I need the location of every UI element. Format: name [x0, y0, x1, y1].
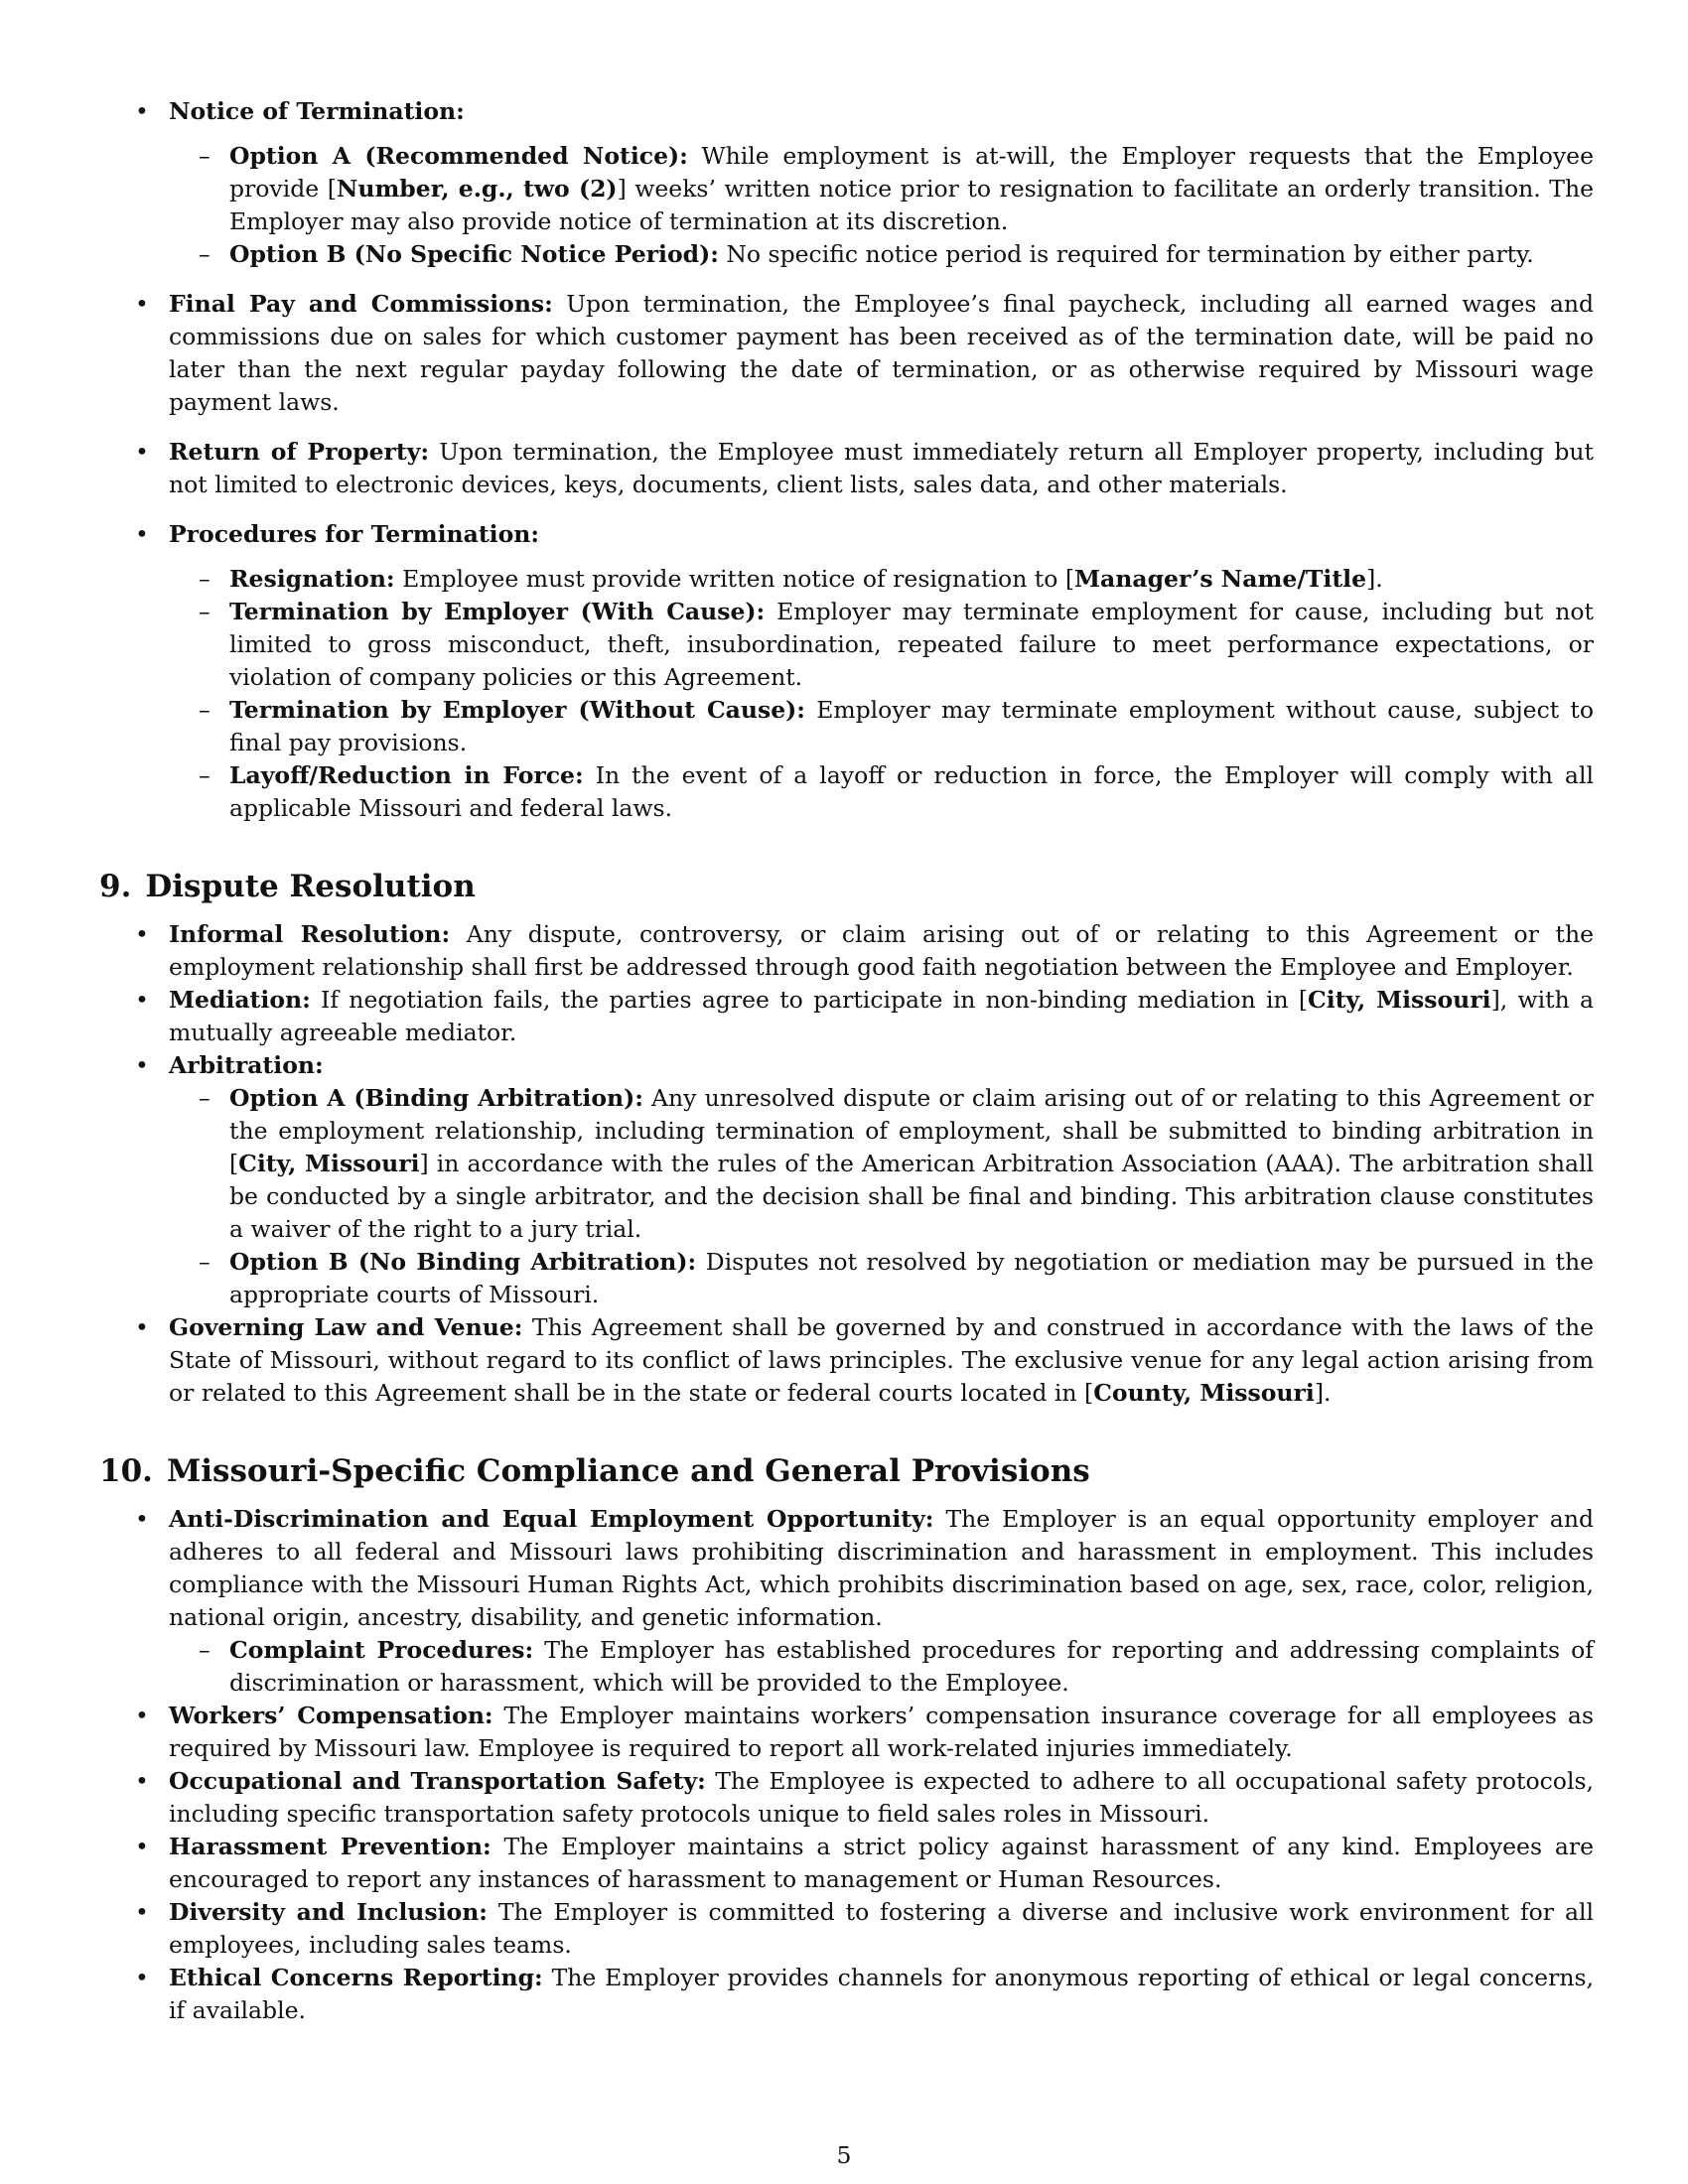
notice-of-termination-item [99, 95, 1594, 271]
complaint-procedures-item [169, 1634, 1594, 1700]
workers-comp-item [99, 1700, 1594, 1765]
governing-text-1: This Agreement shall be governed by and construed in accordance with the laws of the State of Missouri, without regard to its conflict of laws principles. The exclusive venue for any legal action arising from or related to this Agreement shall be in the state or federal courts located in [ [169, 1313, 1594, 1407]
ethical-label: Ethical Concerns Reporting: [169, 1964, 543, 1991]
workers-text: The Employer maintains workers’ compensation insurance coverage for all employees as required by Missouri law. Employee is required to report all work-related injuries immediately. [169, 1702, 1595, 1762]
notice-option-a [169, 140, 1594, 238]
diversity-label: Diversity and Inclusion: [169, 1898, 488, 1926]
mediation-text-2: ], with a mutually agreeable mediator. [169, 986, 1594, 1046]
informal-label: Informal Resolution: [169, 920, 451, 948]
antidisc-text: The Employer is an equal opportunity employer and adheres to all federal and Missouri laws prohibiting discrimination and harassment in employment. This includes compliance with the Missouri Human Rights Act, which prohibits discrimination based on age, sex, race, color, religion, national origin, ancestry, disability, and genetic information. [169, 1505, 1594, 1631]
option-a-text-1: While employment is at-will, the Employer requests that the Employee provide [ [229, 142, 1594, 203]
notice-options-list [169, 140, 1594, 271]
mediation-text-1: If negotiation fails, the parties agree to participate in non-binding mediation in [ [310, 986, 1309, 1014]
harassment-label: Harassment Prevention: [169, 1833, 492, 1860]
section-9-heading [99, 867, 1594, 906]
governing-label: Governing Law and Venue: [169, 1313, 523, 1341]
notice-option-b [169, 238, 1594, 271]
option-b-text: No specific notice period is required for termination by either party. [718, 240, 1534, 268]
final-pay-text: Upon termination, the Employee’s final paycheck, including all earned wages and commissions due on sales for which customer payment has been received as of the termination date, will be paid no later than the next regular payday following the date of termination, or as otherwise required by Missouri wage payment laws. [169, 290, 1595, 416]
arbitration-option-b [169, 1246, 1594, 1311]
mediation-item [99, 984, 1594, 1049]
informal-resolution-item [99, 918, 1594, 984]
arbitration-item [99, 1049, 1594, 1311]
weeks-number-placeholder: Number, e.g., two (2) [336, 175, 618, 203]
safety-label: Occupational and Transportation Safety: [169, 1767, 706, 1795]
layoff-item [169, 759, 1594, 825]
layoff-label: Layoff/Reduction in Force: [229, 761, 584, 789]
mediation-label: Mediation: [169, 986, 311, 1014]
ethical-item [99, 1962, 1594, 2027]
with-cause-label: Termination by Employer (With Cause): [229, 598, 766, 625]
arb-b-text: Disputes not resolved by negotiation or mediation may be pursued in the appropriate courts of Missouri. [229, 1248, 1594, 1308]
resignation-item [169, 563, 1594, 596]
county-placeholder: County, Missouri [1093, 1379, 1315, 1407]
anti-discrimination-item [99, 1503, 1594, 1700]
complaint-list [169, 1634, 1594, 1700]
ethical-text: The Employer provides channels for anonymous reporting of ethical or legal concerns, if available. [169, 1964, 1594, 2024]
manager-placeholder: Manager’s Name/Title [1074, 565, 1367, 593]
arb-a-text-1: Any unresolved dispute or claim arising out of or relating to this Agreement or the employment relationship, including termination of employment, shall be submitted to binding arbitration in [ [229, 1084, 1594, 1177]
resignation-text-2: ]. [1366, 565, 1383, 593]
arb-a-label: Option A (Binding Arbitration): [229, 1084, 643, 1112]
arbitration-label: Arbitration: [169, 1051, 324, 1079]
dispute-resolution-list [99, 918, 1594, 1410]
diversity-text: The Employer is committed to fostering a diverse and inclusive work environment for all employees, including sales teams. [169, 1898, 1594, 1959]
resignation-text-1: Employee must provide written notice of resignation to [ [394, 565, 1075, 593]
complaint-label: Complaint Procedures: [229, 1636, 534, 1664]
without-cause-label: Termination by Employer (Without Cause): [229, 696, 805, 724]
harassment-text: The Employer maintains a strict policy against harassment of any kind. Employees are encouraged to report any instances of harassment to management or Human Resources. [169, 1833, 1594, 1893]
arbitration-option-a [169, 1082, 1594, 1246]
section-9-title: Dispute Resolution [145, 869, 476, 904]
final-pay-label: Final Pay and Commissions: [169, 290, 553, 318]
antidisc-label: Anti-Discrimination and Equal Employment Opportunity: [169, 1505, 934, 1533]
return-property-label: Return of Property: [169, 438, 430, 466]
governing-law-item [99, 1311, 1594, 1410]
compliance-list [99, 1503, 1594, 2027]
section-10-title: Missouri-Specific Compliance and General Provisions [166, 1453, 1090, 1489]
harassment-item [99, 1831, 1594, 1896]
procedures-label: Procedures for Termination: [169, 520, 540, 548]
final-pay-item [99, 288, 1594, 419]
procedures-item [99, 518, 1594, 825]
with-cause-text: Employer may terminate employment for cause, including but not limited to gross misconduct, theft, insubordination, repeated failure to meet performance expectations, or violation of company policies or this Agreement. [229, 598, 1594, 691]
layoff-text: In the event of a layoff or reduction in force, the Employer will comply with all applicable Missouri and federal laws. [229, 761, 1594, 822]
arb-city-placeholder: City, Missouri [238, 1150, 420, 1177]
mediation-city-placeholder: City, Missouri [1308, 986, 1491, 1014]
safety-text: The Employee is expected to adhere to all occupational safety protocols, including specific transportation safety protocols unique to field sales roles in Missouri. [169, 1767, 1594, 1828]
resignation-label: Resignation: [229, 565, 395, 593]
governing-text-2: ]. [1314, 1379, 1332, 1407]
page-number: 5 [836, 2141, 852, 2169]
return-property-item [99, 436, 1594, 501]
option-a-label: Option A (Recommended Notice): [229, 142, 688, 170]
arbitration-options-list [169, 1082, 1594, 1311]
section-10-number: 10. [99, 1453, 153, 1489]
return-property-text: Upon termination, the Employee must immediately return all Employer property, including but not limited to electronic devices, keys, documents, client lists, sales data, and other materials. [169, 438, 1594, 498]
option-a-text-2: ] weeks’ written notice prior to resignation to facilitate an orderly transition. The Employer may also provide notice of termination at its discretion. [229, 175, 1594, 235]
with-cause-item [169, 596, 1594, 694]
safety-item [99, 1765, 1594, 1831]
termination-list [99, 95, 1594, 825]
diversity-item [99, 1896, 1594, 1962]
informal-text: Any dispute, controversy, or claim arising out of or relating to this Agreement or the employment relationship shall first be addressed through good faith negotiation between the Employee and Employer. [169, 920, 1594, 981]
arb-a-text-2: ] in accordance with the rules of the American Arbitration Association (AAA). The arbitration shall be conducted by a single arbitrator, and the decision shall be final and binding. This arbitration clause constitutes a waiver of the right to a jury trial. [229, 1150, 1594, 1243]
arb-b-label: Option B (No Binding Arbitration): [229, 1248, 697, 1276]
section-10-heading [99, 1451, 1594, 1491]
document-page [99, 95, 1594, 2027]
complaint-text: The Employer has established procedures for reporting and addressing complaints of discrimination or harassment, which will be provided to the Employee. [229, 1636, 1595, 1697]
notice-label: Notice of Termination: [169, 97, 465, 125]
option-b-label: Option B (No Specific Notice Period): [229, 240, 719, 268]
without-cause-item [169, 694, 1594, 759]
workers-label: Workers’ Compensation: [169, 1702, 493, 1729]
procedures-list [169, 563, 1594, 825]
without-cause-text: Employer may terminate employment without cause, subject to final pay provisions. [229, 696, 1595, 756]
section-9-number: 9. [99, 869, 132, 904]
